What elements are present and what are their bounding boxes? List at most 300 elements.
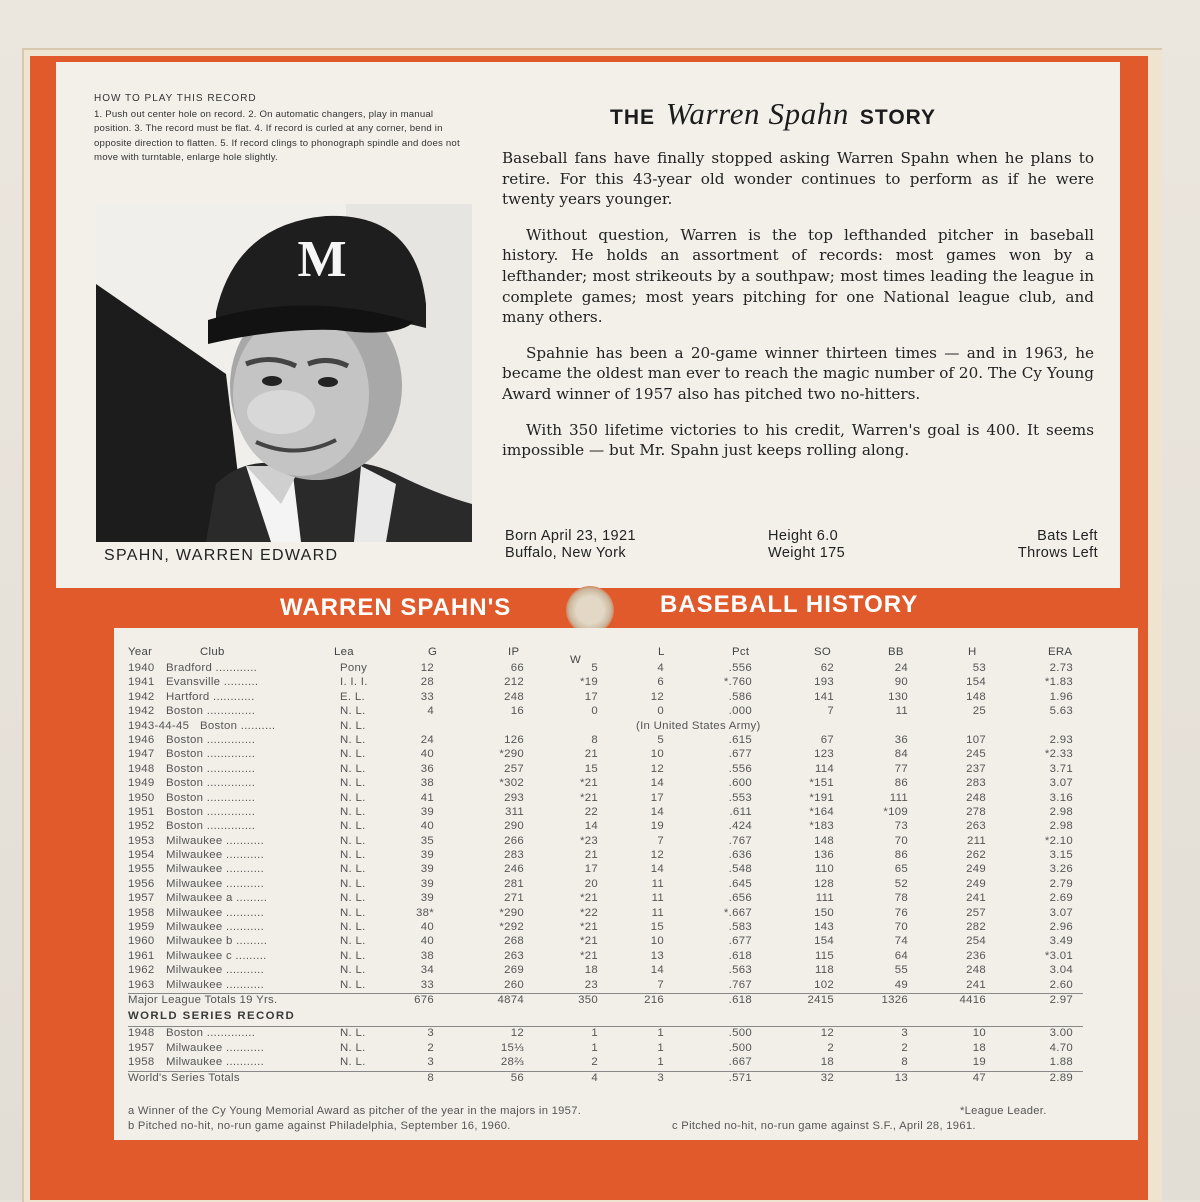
- cell-era: 5.63: [1049, 705, 1073, 718]
- cell-w: *21: [579, 777, 598, 790]
- cell-ip: 311: [504, 805, 524, 818]
- cell-league: N. L.: [340, 748, 366, 761]
- cell-so: 32: [820, 1071, 834, 1084]
- cell-g: 39: [420, 892, 434, 905]
- story-title: [610, 96, 936, 132]
- cell-h: 211: [966, 834, 986, 847]
- cell-league: E. L.: [340, 690, 365, 703]
- cell-h: 53: [972, 662, 986, 674]
- table-row: [128, 734, 1083, 748]
- cell-bb: 86: [894, 777, 908, 790]
- cell-pct: .500: [728, 1027, 752, 1040]
- col-era: ERA: [1048, 646, 1073, 658]
- cell-year: 1954: [128, 849, 155, 862]
- table-row: [128, 979, 1083, 993]
- cell-club: Boston ..............: [166, 733, 256, 746]
- cell-era: 2.60: [1049, 978, 1073, 991]
- table-row: [128, 1056, 1083, 1070]
- cell-era: 3.07: [1049, 777, 1073, 790]
- table-row: [128, 820, 1083, 834]
- cell-l: 12: [650, 762, 664, 775]
- cell-l: 13: [650, 949, 664, 962]
- cell-club: Milwaukee ...........: [166, 921, 265, 934]
- cell-era: 2.98: [1049, 820, 1073, 833]
- cell-pct: .424: [728, 820, 752, 833]
- banner-right-text: BASEBALL HISTORY: [660, 591, 919, 618]
- cell-bb: 76: [894, 906, 908, 919]
- cell-pct: .767: [728, 834, 752, 847]
- cell-g: 34: [420, 964, 434, 977]
- footnote-league-leader: *League Leader.: [960, 1105, 1047, 1117]
- cell-ip: 15⅓: [500, 1041, 524, 1054]
- cell-club: Milwaukee ...........: [166, 863, 265, 876]
- cell-w: 1: [591, 1027, 598, 1040]
- cell-so: 62: [820, 662, 834, 674]
- cell-l: 14: [650, 805, 664, 818]
- world-series-totals-row: [128, 1071, 1083, 1086]
- cell-pct: .586: [728, 690, 752, 703]
- cell-pct: *.667: [723, 906, 752, 919]
- cell-league: N. L.: [340, 733, 366, 746]
- cell-pct: .553: [728, 791, 752, 804]
- cell-league: N. L.: [340, 1041, 366, 1054]
- cell-bb: 55: [894, 964, 908, 977]
- cell-so: 123: [814, 748, 834, 761]
- cell-so: 115: [814, 949, 834, 962]
- cell-w: *21: [579, 791, 598, 804]
- cell-w: 21: [584, 849, 598, 862]
- cell-so: 111: [815, 892, 834, 905]
- cell-g: 4: [427, 705, 434, 718]
- cell-bb: 70: [894, 921, 908, 934]
- col-bb: BB: [888, 646, 904, 658]
- cell-h: 241: [966, 978, 986, 991]
- cell-w: 17: [584, 863, 598, 876]
- cell-h: 282: [966, 921, 986, 934]
- photo-caption: SPAHN, WARREN EDWARD: [104, 547, 339, 564]
- cell-h: 10: [972, 1027, 986, 1040]
- table-row: [128, 777, 1083, 791]
- cell-l: 17: [650, 791, 664, 804]
- cell-year: 1958: [128, 906, 155, 919]
- cell-h: 248: [966, 791, 986, 804]
- cell-club: Bradford ............: [166, 662, 258, 674]
- table-row: [128, 676, 1083, 690]
- cell-bb: *109: [883, 805, 908, 818]
- cell-year: 1957: [128, 892, 155, 905]
- cell-club: Milwaukee ...........: [166, 834, 265, 847]
- cell-so: 136: [814, 849, 834, 862]
- how-to-play-text: 1. Push out center hole on record. 2. On automatic changers, play in manual position. 3. The record must be flat. 4. If record is curled at any corner, bend in opposite direction to flatten. 5. If record clings to phonograph spindle and does not move with turntable, enlarge hole slightly.: [94, 108, 460, 164]
- col-year: Year: [128, 646, 153, 658]
- cell-w: 23: [584, 978, 598, 991]
- cell-g: 8: [427, 1071, 434, 1084]
- cell-bb: 77: [894, 762, 908, 775]
- cell-year: 1946: [128, 733, 155, 746]
- cell-ip: *292: [499, 921, 524, 934]
- cell-ip: 268: [504, 935, 524, 948]
- cell-h: 154: [966, 676, 986, 689]
- footnote-b: b Pitched no-hit, no-run game against Philadelphia, September 16, 1960.: [128, 1120, 511, 1132]
- cell-g: 38: [420, 777, 434, 790]
- cell-league: N. L.: [340, 863, 366, 876]
- cell-w: 350: [578, 993, 598, 1006]
- cell-so: 141: [814, 690, 834, 703]
- cell-year: 1948: [128, 1027, 155, 1040]
- story-paragraph: Spahnie has been a 20-game winner thirteen times — and in 1963, he became the oldest man ever to reach the magic number of 20. The Cy Young Award winner of 1957 also has pitched two no-hitters.: [502, 343, 1094, 403]
- cap-m-logo-icon: M: [297, 231, 347, 288]
- cell-ip: 283: [504, 849, 524, 862]
- cell-club: Milwaukee ...........: [166, 877, 265, 890]
- footnote-c: c Pitched no-hit, no-run game against S.F., April 28, 1961.: [672, 1120, 976, 1132]
- cell-w: 0: [591, 705, 598, 718]
- cell-year: 1951: [128, 805, 155, 818]
- cell-pct: .556: [728, 662, 752, 674]
- cell-g: 35: [420, 834, 434, 847]
- cell-year: 1950: [128, 791, 155, 804]
- cell-g: 12: [420, 662, 434, 674]
- story-title-post: STORY: [859, 106, 937, 129]
- cell-g: 36: [420, 762, 434, 775]
- cell-l: 10: [650, 748, 664, 761]
- cell-ip: 28⅔: [500, 1056, 524, 1069]
- table-row: [128, 763, 1083, 777]
- cell-so: 2415: [807, 993, 834, 1006]
- cell-pct: .583: [728, 921, 752, 934]
- cell-bb: 8: [901, 1056, 908, 1069]
- cell-pct: .618: [728, 949, 752, 962]
- cell-pct: .615: [728, 733, 752, 746]
- table-row: [128, 835, 1083, 849]
- cell-year: 1956: [128, 877, 155, 890]
- cell-era: 2.97: [1049, 993, 1073, 1006]
- cell-era: *3.01: [1044, 949, 1073, 962]
- cell-league: N. L.: [340, 892, 366, 905]
- cell-club: Milwaukee c .........: [166, 949, 267, 962]
- cell-l: 11: [651, 892, 664, 905]
- cell-l: 1: [657, 1027, 664, 1040]
- cell-club: Milwaukee ...........: [166, 964, 265, 977]
- cell-club: Milwaukee ...........: [166, 906, 265, 919]
- cell-l: 14: [650, 777, 664, 790]
- career-rows: [128, 662, 1083, 993]
- cell-g: 40: [420, 921, 434, 934]
- footnote-a: a Winner of the Cy Young Memorial Award as pitcher of the year in the majors in 1957.: [128, 1105, 582, 1117]
- cell-l: 0: [657, 705, 664, 718]
- cell-w: *22: [579, 906, 598, 919]
- table-row: [128, 878, 1083, 892]
- cell-g: 39: [420, 805, 434, 818]
- story-paragraph: Without question, Warren is the top lefthanded pitcher in baseball history. He holds an assortment of records: most games won by a lefthander; most strikeouts by a southpaw; most times leading the league in complete games; most years pitching for one National league club, and many others.: [502, 225, 1094, 327]
- cell-bb: 3: [901, 1027, 908, 1040]
- cell-ip: 257: [504, 762, 524, 775]
- cell-w: *21: [579, 935, 598, 948]
- cell-era: 3.26: [1049, 863, 1073, 876]
- cell-l: 6: [657, 676, 664, 689]
- cell-league: N. L.: [340, 719, 366, 732]
- cell-bb: 130: [888, 690, 908, 703]
- cell-year: 1960: [128, 935, 155, 948]
- cell-pct: .618: [728, 993, 752, 1006]
- col-ip: IP: [508, 646, 520, 658]
- cell-ip: 263: [504, 949, 524, 962]
- cell-ip: 212: [504, 676, 524, 689]
- cell-year: 1949: [128, 777, 155, 790]
- story-title-name: Warren Spahn: [665, 96, 850, 131]
- cell-league: N. L.: [340, 777, 366, 790]
- totals-label: World's Series Totals: [128, 1071, 240, 1084]
- col-so: SO: [814, 646, 832, 658]
- cell-so: 7: [827, 705, 834, 718]
- cell-era: 1.96: [1049, 690, 1073, 703]
- table-row: [128, 907, 1083, 921]
- cell-h: 241: [966, 892, 986, 905]
- cell-era: 3.71: [1049, 762, 1073, 775]
- cell-ip: 246: [504, 863, 524, 876]
- cell-w: 5: [591, 662, 598, 674]
- cell-pct: .548: [728, 863, 752, 876]
- cell-year: 1958: [128, 1056, 155, 1069]
- cell-bb: 11: [895, 705, 908, 718]
- cell-g: 28: [420, 676, 434, 689]
- cell-ip: *290: [499, 748, 524, 761]
- cell-h: 25: [972, 705, 986, 718]
- cell-league: Pony: [340, 662, 368, 674]
- cell-ip: 56: [510, 1071, 524, 1084]
- cell-h: 4416: [959, 993, 986, 1006]
- cell-year: 1962: [128, 964, 155, 977]
- cell-ip: 266: [504, 834, 524, 847]
- cell-era: 1.88: [1049, 1056, 1073, 1069]
- bio-size: [768, 528, 845, 562]
- cell-league: N. L.: [340, 705, 366, 718]
- cell-g: 3: [427, 1027, 434, 1040]
- cell-pct: .677: [728, 935, 752, 948]
- cell-era: 3.16: [1049, 791, 1073, 804]
- table-row: [128, 950, 1083, 964]
- cell-bb: 2: [901, 1041, 908, 1054]
- cell-pct: *.760: [723, 676, 752, 689]
- cell-so: 67: [820, 733, 834, 746]
- table-row: [128, 691, 1083, 705]
- cell-so: *183: [809, 820, 834, 833]
- cell-h: 283: [966, 777, 986, 790]
- cell-h: 278: [966, 805, 986, 818]
- cell-ip: 12: [510, 1027, 524, 1040]
- cell-so: 154: [814, 935, 834, 948]
- cell-h: 248: [966, 964, 986, 977]
- cell-h: 148: [966, 690, 986, 703]
- cell-l: 5: [657, 733, 664, 746]
- cell-pct: .667: [728, 1056, 752, 1069]
- cell-club: Milwaukee b .........: [166, 935, 268, 948]
- story-paragraph: With 350 lifetime victories to his credit, Warren's goal is 400. It seems impossible — but Mr. Spahn just keeps rolling along.: [502, 420, 1094, 460]
- cell-year: 1957: [128, 1041, 155, 1054]
- cell-bb: 86: [894, 849, 908, 862]
- cell-pct: .600: [728, 777, 752, 790]
- cell-club: Boston ..............: [166, 762, 256, 775]
- col-club: Club: [200, 646, 225, 658]
- cell-so: 110: [814, 863, 834, 876]
- cell-club: Boston ..............: [166, 820, 256, 833]
- cell-era: 2.79: [1049, 877, 1073, 890]
- cell-w: 1: [591, 1041, 598, 1054]
- table-row: [128, 849, 1083, 863]
- cell-club: Boston ..............: [166, 748, 256, 761]
- cell-league: N. L.: [340, 877, 366, 890]
- cell-bb: 36: [894, 733, 908, 746]
- cell-w: 17: [584, 690, 598, 703]
- cell-era: *2.33: [1044, 748, 1073, 761]
- cell-club: Milwaukee ...........: [166, 1041, 265, 1054]
- table-row: [128, 863, 1083, 877]
- cell-h: 236: [966, 949, 986, 962]
- cell-w: *21: [579, 892, 598, 905]
- cell-pct: .563: [728, 964, 752, 977]
- table-row: [128, 935, 1083, 949]
- cell-pct: .656: [728, 892, 752, 905]
- cell-w: 15: [584, 762, 598, 775]
- cell-l: 11: [651, 877, 664, 890]
- cell-so: *151: [809, 777, 834, 790]
- cell-pct: .677: [728, 748, 752, 761]
- cell-pct: .767: [728, 978, 752, 991]
- cell-l: 1: [657, 1056, 664, 1069]
- cell-era: *2.10: [1044, 834, 1073, 847]
- cell-l: 1: [657, 1041, 664, 1054]
- cell-league: I. I. I.: [340, 676, 368, 689]
- cell-league: N. L.: [340, 849, 366, 862]
- cell-league: N. L.: [340, 906, 366, 919]
- bio-handedness: [960, 528, 1098, 562]
- cell-era: 2.96: [1049, 921, 1073, 934]
- table-row: [128, 748, 1083, 762]
- story-body: [502, 148, 1094, 476]
- cell-club: Boston ..............: [166, 705, 256, 718]
- cell-l: 19: [650, 820, 664, 833]
- cell-l: 12: [650, 690, 664, 703]
- cell-league: N. L.: [340, 820, 366, 833]
- cell-year: 1948: [128, 762, 155, 775]
- cell-club: Boston ..............: [166, 777, 256, 790]
- bio-weight: Weight 175: [768, 545, 846, 561]
- cell-so: 12: [820, 1027, 834, 1040]
- cell-bb: 70: [894, 834, 908, 847]
- cell-ip: 281: [504, 877, 524, 890]
- table-row: [128, 792, 1083, 806]
- cell-w: *23: [579, 834, 598, 847]
- cell-bb: 65: [894, 863, 908, 876]
- story-paragraph: Baseball fans have finally stopped asking Warren Spahn when he plans to retire. For this 43-year old wonder continues to perform as if he were twenty years younger.: [502, 149, 1094, 209]
- cell-bb: 73: [894, 820, 908, 833]
- cell-club: Milwaukee a .........: [166, 892, 268, 905]
- cell-g: 2: [427, 1041, 434, 1054]
- cell-l: 216: [644, 993, 664, 1006]
- table-row: [128, 806, 1083, 820]
- cell-era: *1.83: [1044, 676, 1073, 689]
- col-g: G: [428, 646, 438, 658]
- cell-club: Boston ..............: [166, 805, 256, 818]
- cell-era: 2.73: [1049, 662, 1073, 674]
- cell-club: Boston ..............: [166, 791, 256, 804]
- cell-year: 1963: [128, 978, 155, 991]
- cell-l: 15: [650, 921, 664, 934]
- cell-year: 1943-44-45: [128, 719, 190, 732]
- table-row: [128, 892, 1083, 906]
- table-row: [128, 964, 1083, 978]
- cell-bb: 52: [894, 877, 908, 890]
- bio-height: Height 6.0: [768, 528, 839, 544]
- cell-era: 2.69: [1049, 892, 1073, 905]
- cell-w: *19: [579, 676, 598, 689]
- cell-h: 262: [966, 849, 986, 862]
- cell-so: 148: [814, 834, 834, 847]
- col-lea: Lea: [334, 646, 354, 658]
- cell-bb: 24: [894, 662, 908, 674]
- col-l: L: [658, 646, 665, 658]
- cell-bb: 13: [894, 1071, 908, 1084]
- cell-so: *164: [809, 805, 834, 818]
- story-title-pre: THE: [610, 106, 655, 129]
- bio-born: Born April 23, 1921: [505, 528, 636, 544]
- cell-h: 249: [966, 877, 986, 890]
- stats-table: [128, 638, 1083, 1086]
- table-row: [128, 1027, 1083, 1041]
- cell-g: 24: [420, 733, 434, 746]
- record-center-hole: [566, 586, 614, 634]
- cell-l: 7: [657, 978, 664, 991]
- cell-era: 3.04: [1049, 964, 1073, 977]
- cell-era: 3.00: [1049, 1027, 1073, 1040]
- cell-league: N. L.: [340, 949, 366, 962]
- cell-pct: .611: [729, 805, 752, 818]
- cell-w: 2: [591, 1056, 598, 1069]
- cell-so: 193: [814, 676, 834, 689]
- cell-g: 39: [420, 877, 434, 890]
- cell-pct: .571: [728, 1071, 752, 1084]
- cell-year: 1942: [128, 705, 155, 718]
- cell-ip: *302: [499, 777, 524, 790]
- cell-ip: 16: [510, 705, 524, 718]
- cell-l: 10: [650, 935, 664, 948]
- cell-league: N. L.: [340, 1056, 366, 1069]
- cell-era: 4.70: [1049, 1041, 1073, 1054]
- cell-ip: 4874: [497, 993, 524, 1006]
- cell-club: Milwaukee ...........: [166, 1056, 265, 1069]
- cell-g: 40: [420, 748, 434, 761]
- cell-pct: .556: [728, 762, 752, 775]
- cell-w: 4: [591, 1071, 598, 1084]
- bio-throws: Throws Left: [1017, 545, 1098, 561]
- cell-ip: 248: [504, 690, 524, 703]
- cell-club: Boston ..............: [166, 1027, 256, 1040]
- cell-w: 20: [584, 877, 598, 890]
- cell-g: 3: [427, 1056, 434, 1069]
- cell-l: 11: [651, 906, 664, 919]
- cell-h: 107: [966, 733, 986, 746]
- cell-year: 1953: [128, 834, 155, 847]
- cell-club: Boston ..........: [200, 719, 276, 732]
- cell-l: 7: [657, 834, 664, 847]
- cell-w: *21: [579, 949, 598, 962]
- cell-league: N. L.: [340, 935, 366, 948]
- cell-so: 114: [814, 762, 834, 775]
- cell-pct: .500: [728, 1041, 752, 1054]
- cell-so: 102: [814, 978, 834, 991]
- cell-l: 3: [657, 1071, 664, 1084]
- cell-l: 4: [657, 662, 664, 674]
- cell-league: N. L.: [340, 791, 366, 804]
